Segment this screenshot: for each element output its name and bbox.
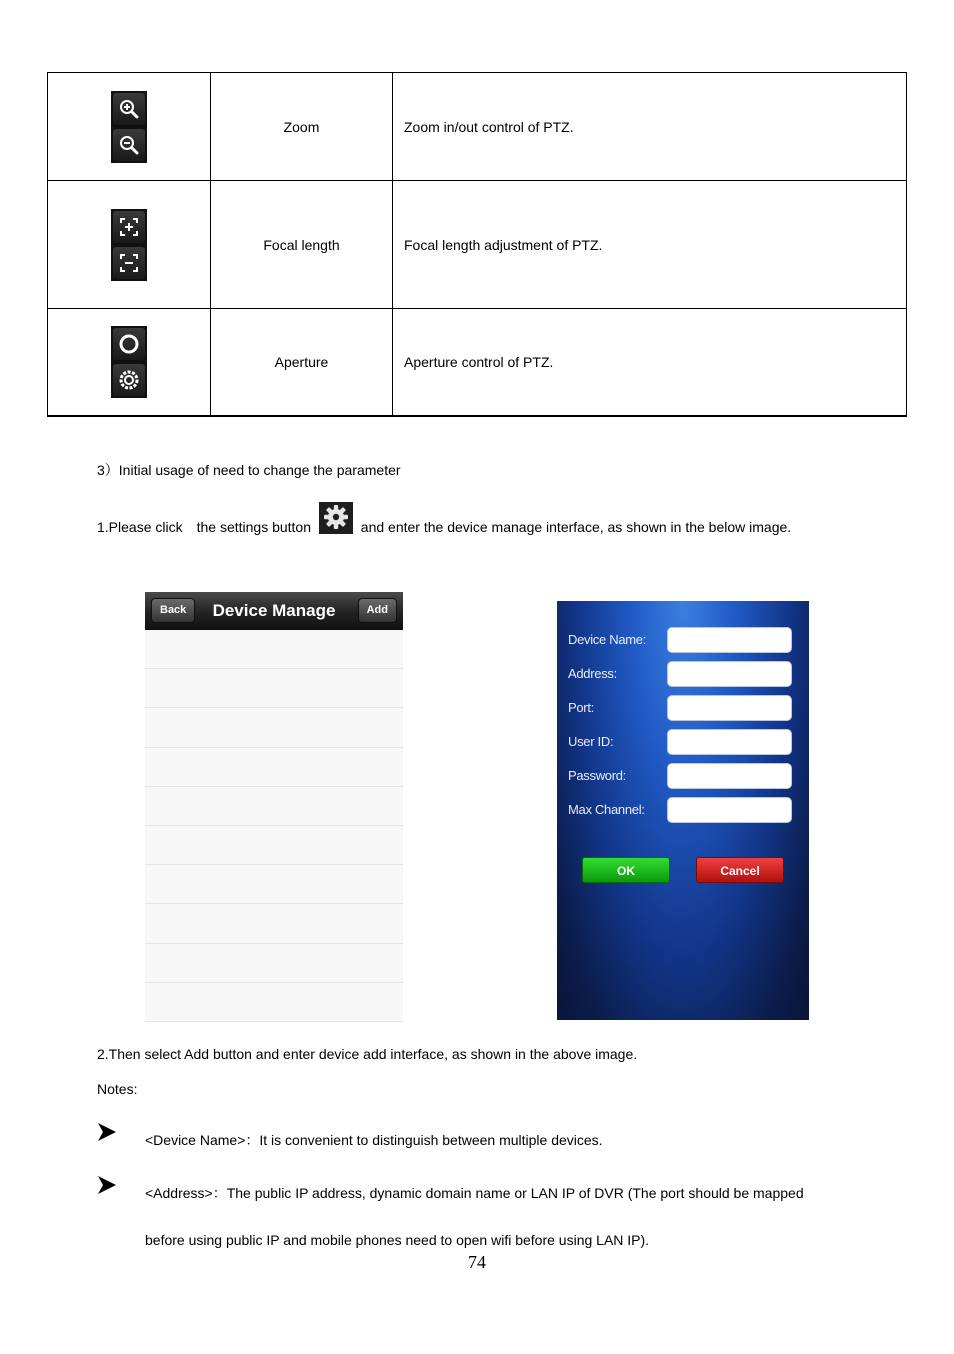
- settings-gear-icon: [319, 502, 353, 534]
- user-id-label: User ID:: [568, 734, 614, 749]
- list-item[interactable]: [145, 983, 403, 1022]
- list-item[interactable]: [145, 748, 403, 787]
- row-description: Focal length adjustment of PTZ.: [393, 181, 907, 309]
- device-list: [145, 630, 403, 1022]
- add-button[interactable]: Add: [358, 598, 397, 623]
- address-label: Address:: [568, 666, 617, 681]
- password-label: Password:: [568, 768, 626, 783]
- port-row: [568, 695, 792, 721]
- user-id-input[interactable]: [667, 729, 792, 755]
- max-channel-label: Max Channel:: [568, 802, 645, 817]
- step-1-text-after: and enter the device manage interface, as shown in the below image.: [360, 519, 792, 535]
- row-name: Focal length: [211, 181, 393, 309]
- ptz-controls-table: [47, 72, 907, 417]
- row-name: Aperture: [211, 309, 393, 416]
- list-item[interactable]: [145, 708, 403, 747]
- notes-label: Notes:: [97, 1081, 138, 1097]
- table-row: [48, 73, 907, 181]
- row-name: Zoom: [211, 73, 393, 181]
- table-row: [48, 181, 907, 309]
- section-heading: 3）Initial usage of need to change the parameter: [97, 462, 401, 478]
- user-id-row: [568, 729, 792, 755]
- bullet-arrow-icon: [97, 1175, 117, 1195]
- device-name-label: Device Name:: [568, 632, 647, 647]
- aperture-icon-group: [111, 326, 147, 398]
- list-item[interactable]: [145, 865, 403, 904]
- port-input[interactable]: [667, 695, 792, 721]
- focus-near-icon: [113, 211, 145, 243]
- device-manage-navbar: [145, 592, 403, 630]
- device-add-screen: [557, 601, 809, 1020]
- list-item[interactable]: [145, 826, 403, 865]
- step-1: [97, 504, 791, 537]
- device-name-input[interactable]: [667, 627, 792, 653]
- password-input[interactable]: [667, 763, 792, 789]
- cancel-button[interactable]: Cancel: [696, 857, 784, 883]
- list-item[interactable]: [145, 944, 403, 983]
- zoom-icon-group: [111, 91, 147, 163]
- focus-far-icon: [113, 247, 145, 279]
- aperture-open-icon: [113, 364, 145, 396]
- row-description: Zoom in/out control of PTZ.: [393, 73, 907, 181]
- list-item[interactable]: [145, 787, 403, 826]
- note-address-line-1: <Address>：The public IP address, dynamic domain name or LAN IP of DVR (The port should be mapped: [145, 1185, 804, 1201]
- list-item[interactable]: [145, 630, 403, 669]
- port-label: Port:: [568, 700, 594, 715]
- device-manage-screen: [145, 592, 403, 1020]
- zoom-in-icon: [113, 93, 145, 125]
- aperture-close-icon: [113, 328, 145, 360]
- note-address-line-2: before using public IP and mobile phones need to open wifi before using LAN IP).: [145, 1232, 650, 1248]
- table-row: [48, 309, 907, 416]
- row-description: Aperture control of PTZ.: [393, 309, 907, 416]
- zoom-out-icon: [113, 129, 145, 161]
- device-name-row: [568, 627, 792, 653]
- back-button[interactable]: Back: [151, 598, 195, 623]
- password-row: [568, 763, 792, 789]
- max-channel-input[interactable]: [667, 797, 792, 823]
- step-1-text-before: 1.Please click the settings button: [97, 519, 312, 535]
- note-device-name: <Device Name>：It is convenient to distinguish between multiple devices.: [145, 1132, 603, 1148]
- address-row: [568, 661, 792, 687]
- focal-icon-group: [111, 209, 147, 281]
- max-channel-row: [568, 797, 792, 823]
- list-item[interactable]: [145, 904, 403, 943]
- list-item[interactable]: [145, 669, 403, 708]
- device-manage-title: Device Manage: [212, 601, 336, 620]
- step-2: 2.Then select Add button and enter device add interface, as shown in the above image.: [97, 1046, 638, 1062]
- bullet-arrow-icon: [97, 1122, 117, 1142]
- ok-button[interactable]: OK: [582, 857, 670, 883]
- address-input[interactable]: [667, 661, 792, 687]
- page-number: 74: [468, 1252, 486, 1272]
